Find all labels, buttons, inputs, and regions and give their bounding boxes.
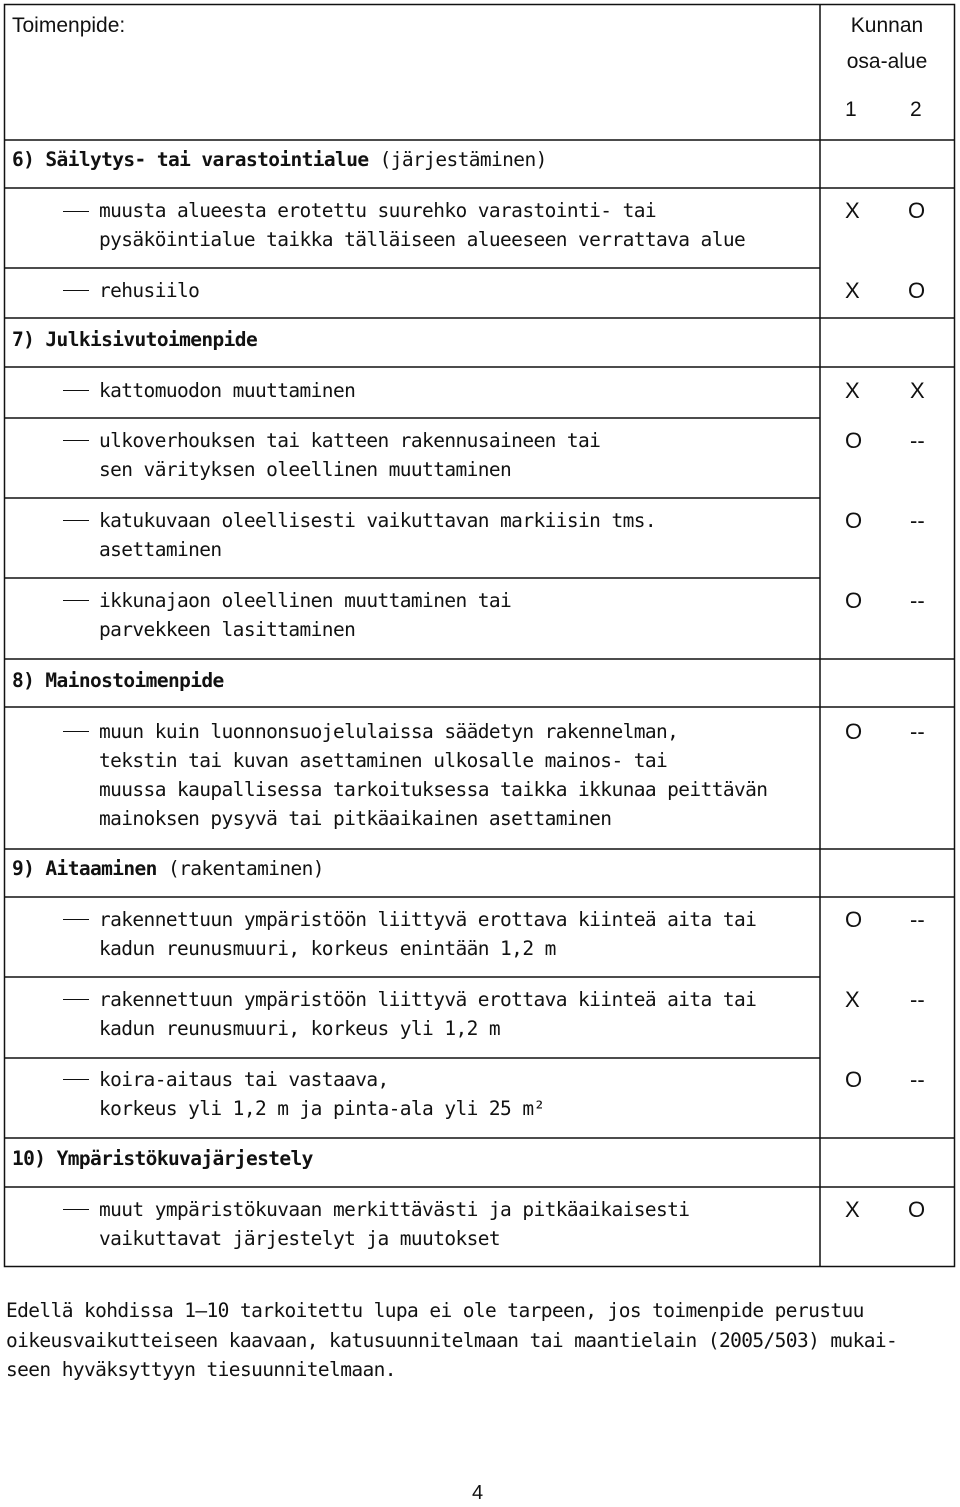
- column-2-header: 2: [910, 98, 922, 121]
- item-7-1-col2: X: [910, 378, 925, 403]
- list-dash: [63, 440, 89, 441]
- footnote: [6, 1296, 956, 1385]
- item-7-2-line1: ulkoverhouksen tai katteen rakennusaineen tai: [99, 429, 601, 452]
- item-7-2-col2: --: [910, 428, 925, 453]
- column-1-header: 1: [845, 98, 857, 121]
- item-7-1-col1: X: [845, 378, 860, 403]
- list-dash: [63, 919, 89, 920]
- footnote-line2: oikeusvaikutteiseen kaavaan, katusuunnitelmaan tai maantielain (2005/503) mukai-: [6, 1328, 898, 1352]
- item-7-4-col1: O: [845, 588, 863, 613]
- municipality-header-line2: osa-alue: [846, 50, 928, 73]
- item-9-1-line2: kadun reunusmuuri, korkeus enintään 1,2 m: [99, 937, 556, 960]
- list-dash: [63, 390, 89, 391]
- section-7-title: 7) Julkisivutoimenpide: [12, 328, 258, 351]
- item-8-1-col1: O: [845, 719, 863, 744]
- item-7-3-line1: katukuvaan oleellisesti vaikuttavan markiisin tms.: [99, 509, 656, 532]
- item-10-1-line2: vaikuttavat järjestelyt ja muutokset: [99, 1227, 501, 1250]
- list-dash: [63, 731, 89, 732]
- item-10-1-line1: muut ympäristökuvaan merkittävästi ja pitkäaikaisesti: [99, 1198, 690, 1221]
- item-9-3-line2: korkeus yli 1,2 m ja pinta-ala yli 25 m²: [99, 1097, 545, 1120]
- item-10-1-col2: O: [908, 1197, 926, 1222]
- item-7-3-col2: --: [910, 508, 925, 533]
- item-7-3-col1: O: [845, 508, 863, 533]
- item-7-3-line2: asettaminen: [99, 538, 222, 561]
- footnote-line1: Edellä kohdissa 1—10 tarkoitettu lupa ei ole tarpeen, jos toimenpide perustuu: [6, 1299, 864, 1322]
- item-9-2-col2: --: [910, 987, 925, 1012]
- item-9-1-col1: O: [845, 907, 863, 932]
- section-8-title: 8) Mainostoimenpide: [12, 669, 224, 692]
- item-9-3-col1: O: [845, 1067, 863, 1092]
- section-9-title: 9) Aitaaminen (rakentaminen): [12, 857, 324, 880]
- item-9-3-line1: koira-aitaus tai vastaava,: [99, 1068, 389, 1091]
- item-8-1-line4: mainoksen pysyvä tai pitkäaikainen asettaminen: [99, 807, 612, 830]
- list-dash: [63, 520, 89, 521]
- item-7-1-line1: kattomuodon muuttaminen: [99, 379, 356, 402]
- municipality-header-line1: Kunnan: [850, 14, 924, 37]
- item-10-1-col1: X: [845, 1197, 860, 1222]
- list-dash: [63, 999, 89, 1000]
- action-header: Toimenpide:: [12, 14, 126, 37]
- item-7-2-line2: sen värityksen oleellinen muuttaminen: [99, 458, 512, 481]
- item-8-1-col2: --: [910, 719, 925, 744]
- item-9-3-col2: --: [910, 1067, 925, 1092]
- item-6-2-col1: X: [845, 278, 860, 303]
- item-8-1-line3: muussa kaupallisessa tarkoituksessa taikka ikkunaa peittävän: [99, 778, 768, 801]
- item-6-1-col2: O: [908, 198, 926, 223]
- page-number: 4: [472, 1482, 484, 1504]
- section-6-title: 6) Säilytys- tai varastointialue (järjestäminen): [12, 148, 547, 171]
- item-7-4-line1: ikkunajaon oleellinen muuttaminen tai: [99, 589, 512, 612]
- item-9-2-line2: kadun reunusmuuri, korkeus yli 1,2 m: [99, 1017, 501, 1040]
- item-6-1-col1: X: [845, 198, 860, 223]
- list-dash: [63, 1209, 89, 1210]
- item-8-1-line1: muun kuin luonnonsuojelulaissa säädetyn rakennelman,: [99, 720, 679, 743]
- item-9-2-col1: X: [845, 987, 860, 1012]
- item-9-1-col2: --: [910, 907, 925, 932]
- list-dash: [63, 600, 89, 601]
- item-6-2-col2: O: [908, 278, 926, 303]
- item-9-1-line1: rakennettuun ympäristöön liittyvä erottava kiinteä aita tai: [99, 908, 757, 931]
- item-6-2-line1: rehusiilo: [99, 279, 200, 302]
- list-dash: [63, 1079, 89, 1080]
- section-10-title: 10) Ympäristökuvajärjestely: [12, 1147, 313, 1170]
- item-6-1-line2: pysäköintialue taikka tälläiseen alueeseen verrattava alue: [99, 228, 746, 251]
- list-dash: [63, 211, 89, 212]
- item-7-4-col2: --: [910, 588, 925, 613]
- item-6-1-line1: muusta alueesta erotettu suurehko varastointi- tai: [99, 199, 656, 222]
- item-7-2-col1: O: [845, 428, 863, 453]
- item-7-4-line2: parvekkeen lasittaminen: [99, 618, 356, 641]
- list-dash: [63, 290, 89, 291]
- item-8-1-line2: tekstin tai kuvan asettaminen ulkosalle mainos- tai: [99, 749, 668, 772]
- item-9-2-line1: rakennettuun ympäristöön liittyvä erottava kiinteä aita tai: [99, 988, 757, 1011]
- footnote-line3: seen hyväksyttyyn tiesuunnitelmaan.: [6, 1358, 396, 1381]
